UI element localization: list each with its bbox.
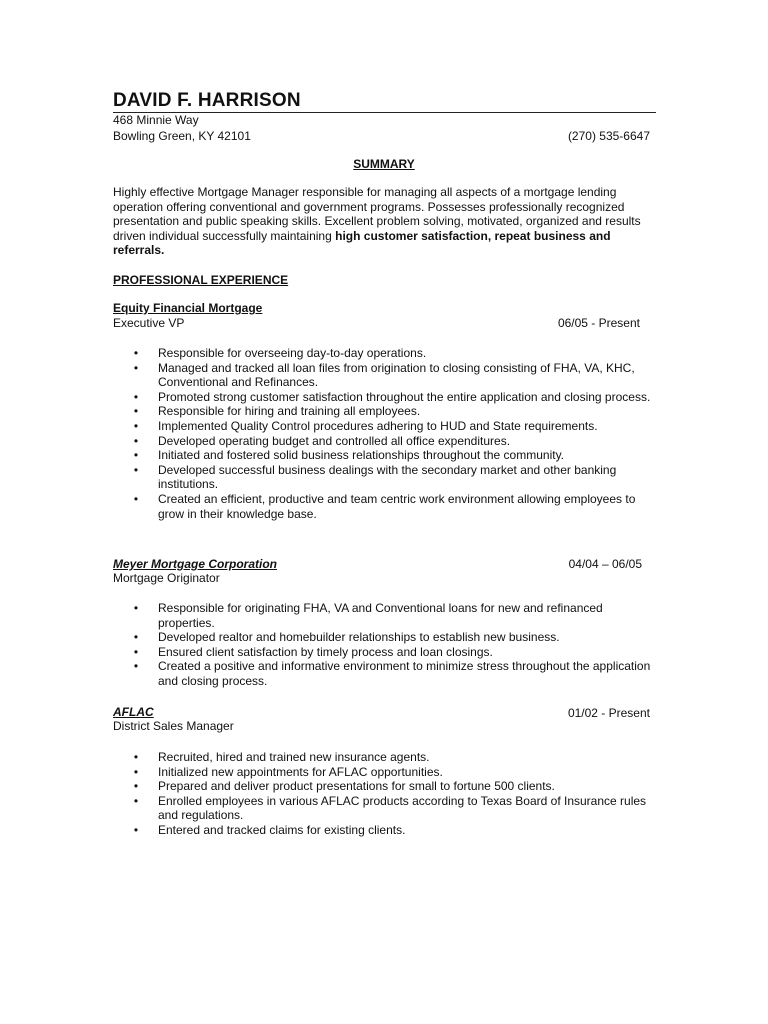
bullet-item — [131, 779, 651, 794]
bullet-text: Initiated and fostered solid business relationships throughout the community. — [158, 448, 565, 463]
job-bullets — [131, 346, 651, 521]
bullet-icon: • — [133, 764, 139, 779]
bullet-item — [131, 601, 651, 630]
bullet-text: Developed operating budget and controlled all office expenditures. — [158, 433, 511, 448]
bullet-icon: • — [133, 346, 139, 360]
bullet-item — [131, 404, 651, 419]
bullet-icon: • — [133, 433, 139, 448]
bullet-icon: • — [133, 779, 139, 794]
summary-heading: SUMMARY — [353, 157, 415, 171]
bullet-text: Developed realtor and homebuilder relationships to establish new business. — [158, 630, 560, 645]
address-line-1: 468 Minnie Way — [113, 113, 199, 127]
bullet-item — [131, 823, 651, 838]
bullet-item — [131, 794, 651, 823]
bullet-text: Responsible for overseeing day-to-day operations. — [158, 346, 427, 360]
bullet-icon: • — [133, 462, 139, 477]
bullet-icon: • — [133, 659, 139, 674]
bullet-item — [131, 448, 651, 463]
bullet-icon: • — [133, 793, 139, 808]
job-dates: 06/05 - Present — [557, 316, 640, 330]
job-title: District Sales Manager — [113, 719, 234, 733]
bullet-icon: • — [133, 389, 139, 404]
summary-text-regular: Highly effective Mortgage Manager responsible for managing all aspects of a mortgage lending operation offering conventional and government programs. Possesses professionally recognized presentation and public speaking skills. Excellent problem solving, motivated, organized and results driven individual successfully maintaining — [113, 185, 641, 243]
summary-text — [113, 185, 658, 258]
candidate-name: DAVID F. HARRISON — [113, 90, 656, 113]
job-company: Equity Financial Mortgage — [113, 301, 263, 315]
bullet-item — [131, 765, 651, 780]
summary-text-bold: high customer satisfaction, repeat business and referrals. — [113, 228, 611, 258]
bullet-text: Ensured client satisfaction by timely process and loan closings. — [158, 644, 493, 659]
bullet-icon: • — [133, 491, 139, 506]
bullet-icon: • — [133, 822, 139, 837]
bullet-item — [131, 419, 651, 434]
bullet-text: Implemented Quality Control procedures adhering to HUD and State requirements. — [158, 418, 598, 433]
job-title: Mortgage Originator — [113, 571, 220, 585]
address-line-2: Bowling Green, KY 42101 — [113, 129, 251, 143]
bullet-icon: • — [133, 418, 139, 433]
bullet-text: Promoted strong customer satisfaction throughout the entire application and closing process. — [158, 389, 651, 404]
bullet-text: Responsible for hiring and training all employees. — [158, 404, 421, 419]
experience-heading: PROFESSIONAL EXPERIENCE — [113, 273, 289, 287]
bullet-text: Enrolled employees in various AFLAC products according to Texas Board of Insurance rules and regulations. — [158, 793, 647, 823]
job-title: Executive VP — [113, 316, 185, 330]
bullet-text: Responsible for originating FHA, VA and Conventional loans for new and refinanced properties. — [158, 601, 603, 630]
bullet-text: Created a positive and informative environment to minimize stress throughout the application and closing process. — [158, 659, 651, 688]
bullet-item — [131, 390, 651, 405]
bullet-text: Recruited, hired and trained new insurance agents. — [158, 750, 430, 764]
bullet-item — [131, 659, 651, 688]
phone-number: (270) 535-6647 — [567, 129, 650, 143]
job-company: AFLAC — [113, 705, 154, 719]
job-bullets — [131, 601, 651, 689]
bullet-item — [131, 645, 651, 660]
bullet-item — [131, 434, 651, 449]
bullet-item — [131, 750, 651, 765]
bullet-text: Entered and tracked claims for existing clients. — [158, 822, 406, 837]
bullet-icon: • — [133, 448, 139, 463]
job-bullets — [131, 750, 651, 838]
job-dates: 01/02 - Present — [567, 706, 650, 720]
bullet-icon: • — [133, 630, 139, 645]
bullet-item — [131, 361, 651, 390]
bullet-item — [131, 346, 651, 361]
bullet-icon: • — [133, 404, 139, 419]
bullet-item — [131, 630, 651, 645]
bullet-item — [131, 492, 651, 521]
job-company: Meyer Mortgage Corporation — [113, 557, 278, 571]
bullet-icon: • — [133, 750, 139, 764]
bullet-icon: • — [133, 360, 139, 375]
bullet-item — [131, 463, 651, 492]
bullet-text: Initialized new appointments for AFLAC opportunities. — [158, 764, 443, 779]
bullet-icon: • — [133, 644, 139, 659]
bullet-text: Created an efficient, productive and team centric work environment allowing employees to grow in their knowledge base. — [158, 491, 636, 521]
bullet-icon: • — [133, 601, 139, 615]
bullet-text: Developed successful business dealings with the secondary market and other banking institutions. — [158, 462, 617, 492]
bullet-text: Managed and tracked all loan files from origination to closing consisting of FHA, VA, KHC, Conventional and Refinances. — [158, 360, 635, 390]
job-dates: 04/04 – 06/05 — [568, 557, 642, 571]
bullet-text: Prepared and deliver product presentations for small to fortune 500 clients. — [158, 779, 555, 794]
